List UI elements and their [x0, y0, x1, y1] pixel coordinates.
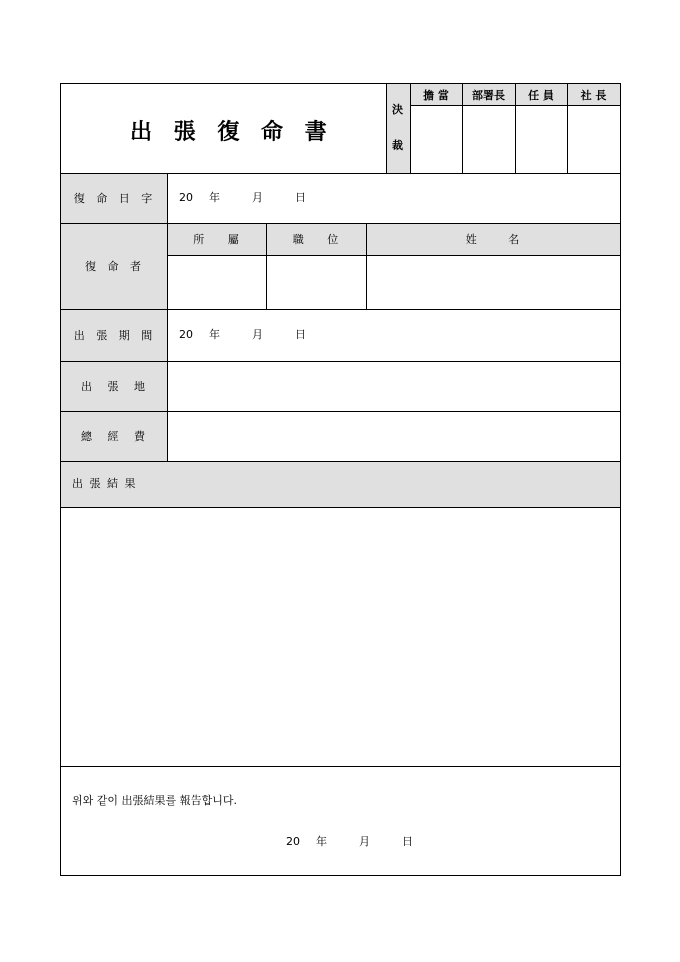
approval-label-top: 決 — [392, 103, 403, 116]
report-date-year: 20 — [179, 191, 193, 204]
approval-signature-executive[interactable] — [516, 106, 567, 173]
approval-signature-staff[interactable] — [411, 106, 462, 173]
reporter-position-header: 職 位 — [292, 233, 340, 246]
footer-date-field[interactable] — [286, 835, 413, 849]
reporter-department-field[interactable] — [168, 256, 266, 309]
approval-role-president: 社 長 — [580, 88, 607, 102]
reporter-position-field[interactable] — [267, 256, 366, 309]
reporter-name-field[interactable] — [367, 256, 620, 309]
total-expense-field[interactable] — [168, 412, 620, 461]
divider — [60, 766, 621, 767]
trip-result-field[interactable] — [61, 508, 620, 766]
trip-period-label: 出 張 期 間 — [73, 329, 154, 342]
approval-role-dept-head: 部署長 — [472, 88, 505, 102]
footer-date-month-unit: 月 — [359, 835, 370, 848]
approval-role-executive: 任 員 — [528, 88, 554, 102]
report-date-year-unit: 年 — [209, 191, 220, 204]
trip-location-label: 出 張 地 — [81, 380, 146, 393]
footer-date-year: 20 — [286, 835, 300, 848]
approval-signature-dept-head[interactable] — [463, 106, 515, 173]
reporter-label: 復 命 者 — [85, 260, 142, 273]
approval-role-staff: 擔 當 — [423, 88, 449, 102]
report-date-field[interactable] — [179, 191, 306, 205]
report-date-day-unit: 日 — [295, 191, 306, 204]
trip-period-year-unit: 年 — [209, 328, 220, 341]
report-date-month-unit: 月 — [252, 191, 263, 204]
trip-period-year: 20 — [179, 328, 193, 341]
trip-result-label: 出 張 結 果 — [72, 477, 136, 490]
reporter-department-header: 所 屬 — [193, 233, 240, 246]
total-expense-label: 總 經 費 — [81, 430, 146, 443]
approval-label-bottom: 裁 — [392, 139, 403, 152]
trip-period-month-unit: 月 — [252, 328, 263, 341]
approval-signature-president[interactable] — [568, 106, 620, 173]
divider — [386, 83, 387, 173]
footer-date-day-unit: 日 — [402, 835, 413, 848]
footer-date-year-unit: 年 — [316, 835, 327, 848]
trip-location-field[interactable] — [168, 362, 620, 411]
footer-statement: 위와 같이 出張結果를 報告합니다. — [72, 794, 237, 807]
reporter-name-header: 姓 名 — [465, 233, 521, 246]
trip-period-day-unit: 日 — [295, 328, 306, 341]
form-title: 出 張 復 命 書 — [130, 119, 329, 145]
divider — [60, 461, 621, 462]
trip-period-field[interactable] — [179, 328, 306, 342]
report-date-label: 復 命 日 字 — [73, 192, 154, 205]
